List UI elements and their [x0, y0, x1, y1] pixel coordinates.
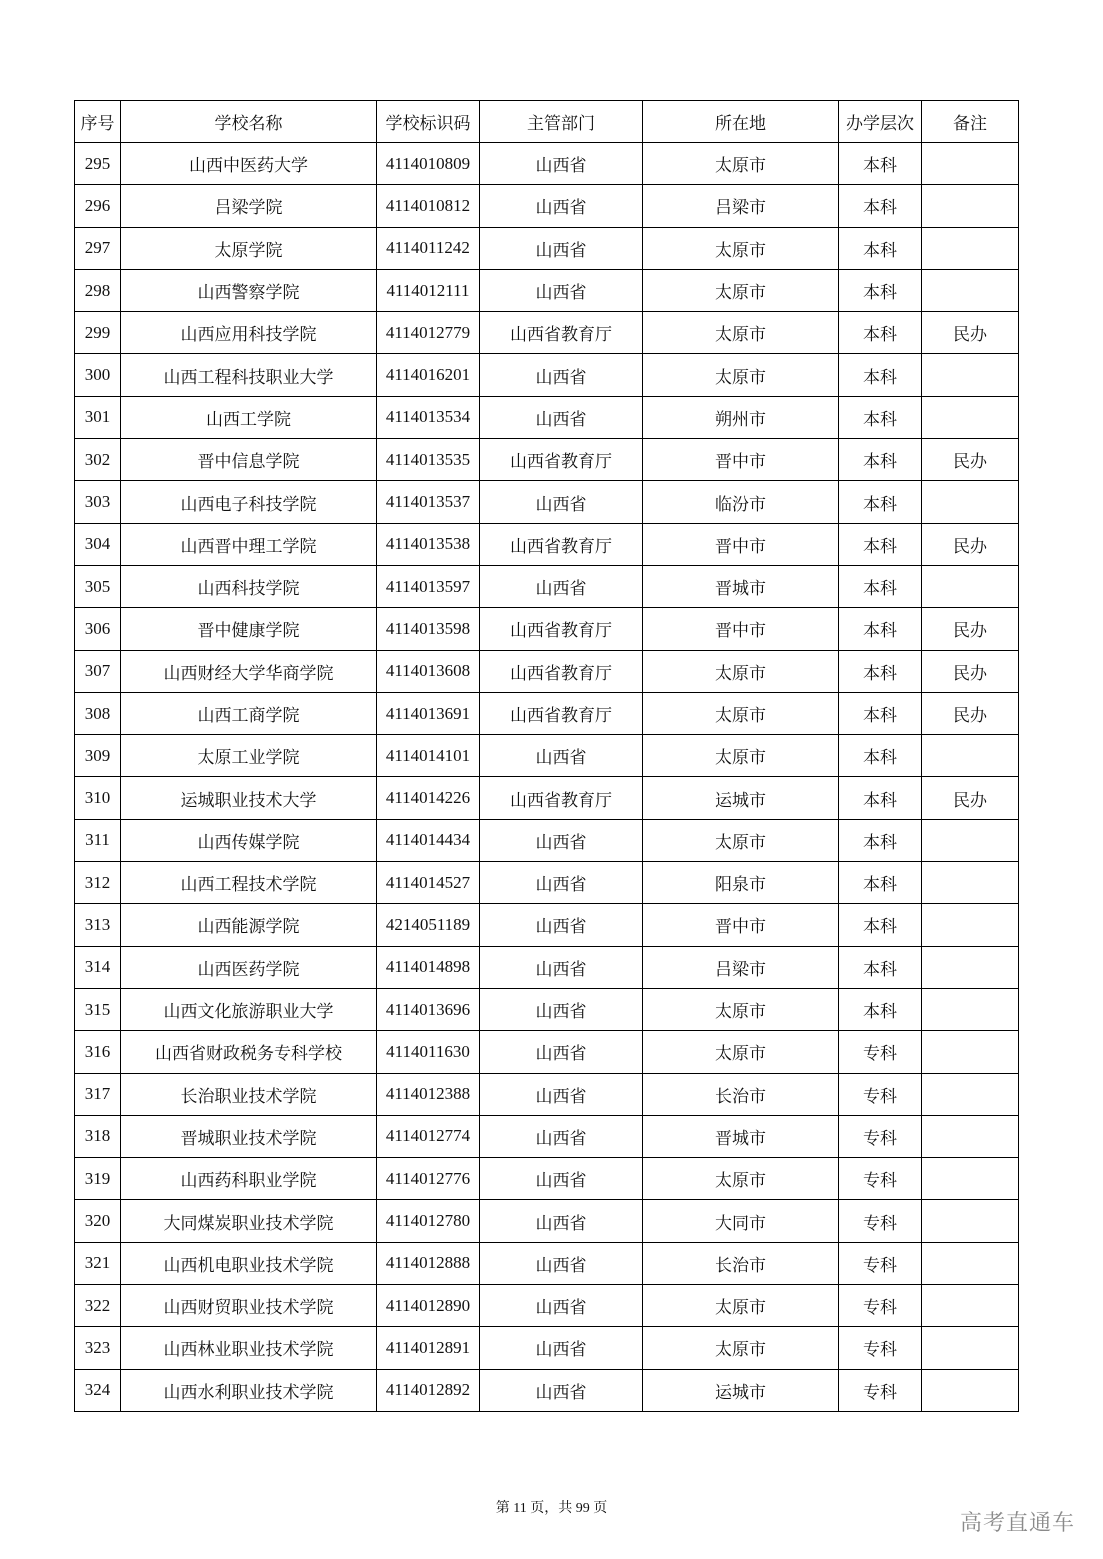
cell-school-code: 4114013535	[377, 439, 480, 481]
cell-location: 太原市	[643, 988, 839, 1030]
cell-level: 本科	[839, 988, 922, 1030]
cell-location: 晋中市	[643, 904, 839, 946]
cell-level: 本科	[839, 269, 922, 311]
cell-level: 专科	[839, 1369, 922, 1411]
cell-level: 本科	[839, 608, 922, 650]
table-row	[75, 396, 1019, 438]
table-row	[75, 1115, 1019, 1157]
cell-school-name: 山西应用科技学院	[121, 312, 377, 354]
cell-department: 山西省	[480, 1200, 643, 1242]
cell-school-code: 4114012776	[377, 1158, 480, 1200]
cell-level: 本科	[839, 819, 922, 861]
cell-department: 山西省	[480, 269, 643, 311]
cell-location: 太原市	[643, 650, 839, 692]
cell-department: 山西省	[480, 1327, 643, 1369]
cell-index: 321	[75, 1242, 121, 1284]
cell-remarks	[922, 1073, 1019, 1115]
cell-department: 山西省教育厅	[480, 777, 643, 819]
table-row	[75, 1327, 1019, 1369]
cell-school-name: 山西医药学院	[121, 946, 377, 988]
table-row	[75, 1158, 1019, 1200]
cell-department: 山西省	[480, 1115, 643, 1157]
cell-remarks: 民办	[922, 439, 1019, 481]
table-row	[75, 481, 1019, 523]
cell-school-code: 4114012111	[377, 269, 480, 311]
table-row	[75, 354, 1019, 396]
cell-level: 专科	[839, 1285, 922, 1327]
cell-index: 318	[75, 1115, 121, 1157]
cell-location: 太原市	[643, 819, 839, 861]
cell-remarks	[922, 1200, 1019, 1242]
cell-remarks	[922, 269, 1019, 311]
table-row	[75, 523, 1019, 565]
cell-school-name: 山西科技学院	[121, 565, 377, 607]
table-row	[75, 185, 1019, 227]
header-location: 所在地	[643, 101, 839, 143]
cell-level: 本科	[839, 439, 922, 481]
cell-school-name: 山西机电职业技术学院	[121, 1242, 377, 1284]
cell-school-name: 山西林业职业技术学院	[121, 1327, 377, 1369]
cell-remarks: 民办	[922, 650, 1019, 692]
cell-location: 吕梁市	[643, 946, 839, 988]
cell-school-name: 山西财经大学华商学院	[121, 650, 377, 692]
cell-school-code: 4114014898	[377, 946, 480, 988]
cell-level: 专科	[839, 1242, 922, 1284]
cell-school-code: 4114013534	[377, 396, 480, 438]
watermark-logo-text: 高考直通车	[959, 1511, 1075, 1536]
cell-department: 山西省教育厅	[480, 312, 643, 354]
cell-location: 长治市	[643, 1242, 839, 1284]
cell-remarks	[922, 1031, 1019, 1073]
cell-location: 吕梁市	[643, 185, 839, 227]
cell-school-name: 山西传媒学院	[121, 819, 377, 861]
cell-school-code: 4114013598	[377, 608, 480, 650]
table-row	[75, 312, 1019, 354]
cell-school-name: 太原学院	[121, 227, 377, 269]
cell-school-name: 山西工商学院	[121, 692, 377, 734]
cell-school-name: 太原工业学院	[121, 735, 377, 777]
cell-school-name: 山西水利职业技术学院	[121, 1369, 377, 1411]
cell-remarks	[922, 988, 1019, 1030]
cell-remarks	[922, 565, 1019, 607]
cell-level: 本科	[839, 904, 922, 946]
cell-level: 本科	[839, 523, 922, 565]
cell-department: 山西省	[480, 1158, 643, 1200]
cell-level: 专科	[839, 1031, 922, 1073]
cell-department: 山西省	[480, 862, 643, 904]
cell-level: 专科	[839, 1115, 922, 1157]
header-remarks: 备注	[922, 101, 1019, 143]
cell-remarks	[922, 185, 1019, 227]
cell-remarks: 民办	[922, 523, 1019, 565]
cell-department: 山西省	[480, 1285, 643, 1327]
cell-department: 山西省	[480, 565, 643, 607]
cell-level: 本科	[839, 692, 922, 734]
cell-level: 专科	[839, 1200, 922, 1242]
cell-level: 本科	[839, 650, 922, 692]
cell-school-name: 山西警察学院	[121, 269, 377, 311]
table-row	[75, 988, 1019, 1030]
cell-department: 山西省教育厅	[480, 650, 643, 692]
cell-remarks: 民办	[922, 692, 1019, 734]
cell-remarks	[922, 396, 1019, 438]
cell-department: 山西省	[480, 946, 643, 988]
school-list-table	[74, 100, 1019, 1412]
cell-location: 晋中市	[643, 523, 839, 565]
cell-index: 300	[75, 354, 121, 396]
cell-index: 311	[75, 819, 121, 861]
cell-remarks	[922, 143, 1019, 185]
cell-school-name: 晋城职业技术学院	[121, 1115, 377, 1157]
header-department: 主管部门	[480, 101, 643, 143]
cell-school-code: 4114010812	[377, 185, 480, 227]
cell-level: 本科	[839, 354, 922, 396]
header-index: 序号	[75, 101, 121, 143]
table-row	[75, 227, 1019, 269]
cell-school-name: 山西药科职业学院	[121, 1158, 377, 1200]
cell-school-code: 4114014434	[377, 819, 480, 861]
cell-school-name: 晋中信息学院	[121, 439, 377, 481]
cell-level: 本科	[839, 862, 922, 904]
cell-index: 316	[75, 1031, 121, 1073]
cell-index: 296	[75, 185, 121, 227]
cell-school-code: 4114012779	[377, 312, 480, 354]
table-row	[75, 269, 1019, 311]
cell-level: 本科	[839, 227, 922, 269]
cell-school-name: 吕梁学院	[121, 185, 377, 227]
cell-school-code: 4114010809	[377, 143, 480, 185]
cell-school-code: 4114012388	[377, 1073, 480, 1115]
table-row	[75, 1242, 1019, 1284]
cell-index: 323	[75, 1327, 121, 1369]
table-row	[75, 1369, 1019, 1411]
cell-school-code: 4114013537	[377, 481, 480, 523]
cell-school-name: 晋中健康学院	[121, 608, 377, 650]
cell-level: 本科	[839, 946, 922, 988]
header-school-code: 学校标识码	[377, 101, 480, 143]
cell-department: 山西省	[480, 819, 643, 861]
cell-school-name: 山西财贸职业技术学院	[121, 1285, 377, 1327]
cell-index: 324	[75, 1369, 121, 1411]
cell-school-code: 4114012892	[377, 1369, 480, 1411]
cell-index: 295	[75, 143, 121, 185]
cell-remarks: 民办	[922, 312, 1019, 354]
cell-level: 本科	[839, 185, 922, 227]
cell-remarks	[922, 862, 1019, 904]
cell-level: 本科	[839, 481, 922, 523]
cell-location: 太原市	[643, 269, 839, 311]
cell-school-name: 山西文化旅游职业大学	[121, 988, 377, 1030]
table-row	[75, 1073, 1019, 1115]
cell-index: 307	[75, 650, 121, 692]
cell-department: 山西省	[480, 1073, 643, 1115]
cell-department: 山西省教育厅	[480, 608, 643, 650]
cell-index: 298	[75, 269, 121, 311]
table-row	[75, 777, 1019, 819]
cell-remarks	[922, 735, 1019, 777]
cell-index: 319	[75, 1158, 121, 1200]
cell-school-name: 山西晋中理工学院	[121, 523, 377, 565]
cell-location: 阳泉市	[643, 862, 839, 904]
table-row	[75, 565, 1019, 607]
cell-school-code: 4114012780	[377, 1200, 480, 1242]
cell-location: 太原市	[643, 1327, 839, 1369]
cell-department: 山西省	[480, 185, 643, 227]
cell-location: 太原市	[643, 1158, 839, 1200]
cell-department: 山西省教育厅	[480, 523, 643, 565]
table-row	[75, 1200, 1019, 1242]
cell-school-code: 4114012888	[377, 1242, 480, 1284]
cell-location: 运城市	[643, 777, 839, 819]
cell-index: 304	[75, 523, 121, 565]
header-school-name: 学校名称	[121, 101, 377, 143]
cell-level: 本科	[839, 312, 922, 354]
cell-level: 本科	[839, 777, 922, 819]
cell-remarks	[922, 946, 1019, 988]
cell-index: 312	[75, 862, 121, 904]
cell-department: 山西省	[480, 227, 643, 269]
cell-remarks	[922, 1327, 1019, 1369]
cell-school-code: 4214051189	[377, 904, 480, 946]
cell-school-name: 山西工学院	[121, 396, 377, 438]
cell-school-code: 4114011242	[377, 227, 480, 269]
cell-level: 本科	[839, 565, 922, 607]
cell-location: 晋城市	[643, 565, 839, 607]
table-row	[75, 1285, 1019, 1327]
table-row	[75, 692, 1019, 734]
cell-school-name: 长治职业技术学院	[121, 1073, 377, 1115]
cell-department: 山西省	[480, 481, 643, 523]
cell-index: 305	[75, 565, 121, 607]
cell-index: 308	[75, 692, 121, 734]
cell-index: 313	[75, 904, 121, 946]
cell-department: 山西省教育厅	[480, 439, 643, 481]
cell-index: 317	[75, 1073, 121, 1115]
cell-remarks	[922, 1369, 1019, 1411]
cell-school-code: 4114014226	[377, 777, 480, 819]
cell-remarks: 民办	[922, 777, 1019, 819]
cell-school-name: 山西中医药大学	[121, 143, 377, 185]
table-row	[75, 735, 1019, 777]
page-number: 第 11 页，共 99 页	[495, 1501, 608, 1516]
cell-remarks: 民办	[922, 608, 1019, 650]
cell-location: 临汾市	[643, 481, 839, 523]
cell-school-name: 山西省财政税务专科学校	[121, 1031, 377, 1073]
cell-school-code: 4114011630	[377, 1031, 480, 1073]
cell-index: 301	[75, 396, 121, 438]
table-row	[75, 1031, 1019, 1073]
cell-level: 本科	[839, 735, 922, 777]
cell-school-code: 4114012774	[377, 1115, 480, 1157]
header-level: 办学层次	[839, 101, 922, 143]
cell-index: 309	[75, 735, 121, 777]
cell-location: 太原市	[643, 354, 839, 396]
cell-remarks	[922, 1285, 1019, 1327]
cell-department: 山西省	[480, 1242, 643, 1284]
cell-location: 运城市	[643, 1369, 839, 1411]
cell-school-code: 4114013608	[377, 650, 480, 692]
cell-school-name: 山西电子科技学院	[121, 481, 377, 523]
cell-index: 303	[75, 481, 121, 523]
cell-department: 山西省	[480, 396, 643, 438]
cell-location: 晋城市	[643, 1115, 839, 1157]
cell-school-code: 4114014527	[377, 862, 480, 904]
cell-department: 山西省	[480, 1031, 643, 1073]
cell-location: 太原市	[643, 735, 839, 777]
cell-location: 晋中市	[643, 608, 839, 650]
cell-location: 太原市	[643, 1285, 839, 1327]
cell-school-name: 运城职业技术大学	[121, 777, 377, 819]
cell-department: 山西省教育厅	[480, 692, 643, 734]
cell-school-name: 山西能源学院	[121, 904, 377, 946]
cell-school-code: 4114013696	[377, 988, 480, 1030]
cell-index: 314	[75, 946, 121, 988]
cell-school-code: 4114014101	[377, 735, 480, 777]
cell-level: 本科	[839, 143, 922, 185]
cell-index: 322	[75, 1285, 121, 1327]
table-row	[75, 143, 1019, 185]
cell-department: 山西省	[480, 735, 643, 777]
table-row	[75, 819, 1019, 861]
cell-index: 297	[75, 227, 121, 269]
table-header-row	[75, 101, 1019, 143]
cell-department: 山西省	[480, 354, 643, 396]
school-list-table-container	[74, 100, 1018, 1412]
table-row	[75, 946, 1019, 988]
cell-remarks	[922, 1115, 1019, 1157]
cell-department: 山西省	[480, 988, 643, 1030]
table-body	[75, 143, 1019, 1412]
cell-location: 大同市	[643, 1200, 839, 1242]
table-row	[75, 862, 1019, 904]
cell-remarks	[922, 1158, 1019, 1200]
cell-remarks	[922, 481, 1019, 523]
cell-department: 山西省	[480, 904, 643, 946]
cell-department: 山西省	[480, 143, 643, 185]
cell-index: 302	[75, 439, 121, 481]
cell-school-name: 山西工程科技职业大学	[121, 354, 377, 396]
cell-remarks	[922, 354, 1019, 396]
cell-school-name: 大同煤炭职业技术学院	[121, 1200, 377, 1242]
cell-school-name: 山西工程技术学院	[121, 862, 377, 904]
cell-remarks	[922, 227, 1019, 269]
cell-index: 299	[75, 312, 121, 354]
cell-school-code: 4114012891	[377, 1327, 480, 1369]
cell-school-code: 4114013691	[377, 692, 480, 734]
cell-school-code: 4114016201	[377, 354, 480, 396]
cell-school-code: 4114013597	[377, 565, 480, 607]
cell-remarks	[922, 1242, 1019, 1284]
cell-index: 306	[75, 608, 121, 650]
cell-school-code: 4114013538	[377, 523, 480, 565]
cell-level: 专科	[839, 1158, 922, 1200]
cell-location: 长治市	[643, 1073, 839, 1115]
cell-index: 310	[75, 777, 121, 819]
cell-location: 晋中市	[643, 439, 839, 481]
cell-location: 太原市	[643, 692, 839, 734]
cell-location: 太原市	[643, 143, 839, 185]
cell-school-code: 4114012890	[377, 1285, 480, 1327]
cell-location: 太原市	[643, 1031, 839, 1073]
cell-level: 专科	[839, 1073, 922, 1115]
cell-level: 本科	[839, 396, 922, 438]
cell-location: 朔州市	[643, 396, 839, 438]
table-row	[75, 439, 1019, 481]
table-row	[75, 904, 1019, 946]
table-row	[75, 608, 1019, 650]
cell-remarks	[922, 819, 1019, 861]
cell-index: 320	[75, 1200, 121, 1242]
cell-index: 315	[75, 988, 121, 1030]
cell-location: 太原市	[643, 312, 839, 354]
cell-location: 太原市	[643, 227, 839, 269]
cell-remarks	[922, 904, 1019, 946]
cell-level: 专科	[839, 1327, 922, 1369]
cell-department: 山西省	[480, 1369, 643, 1411]
table-row	[75, 650, 1019, 692]
